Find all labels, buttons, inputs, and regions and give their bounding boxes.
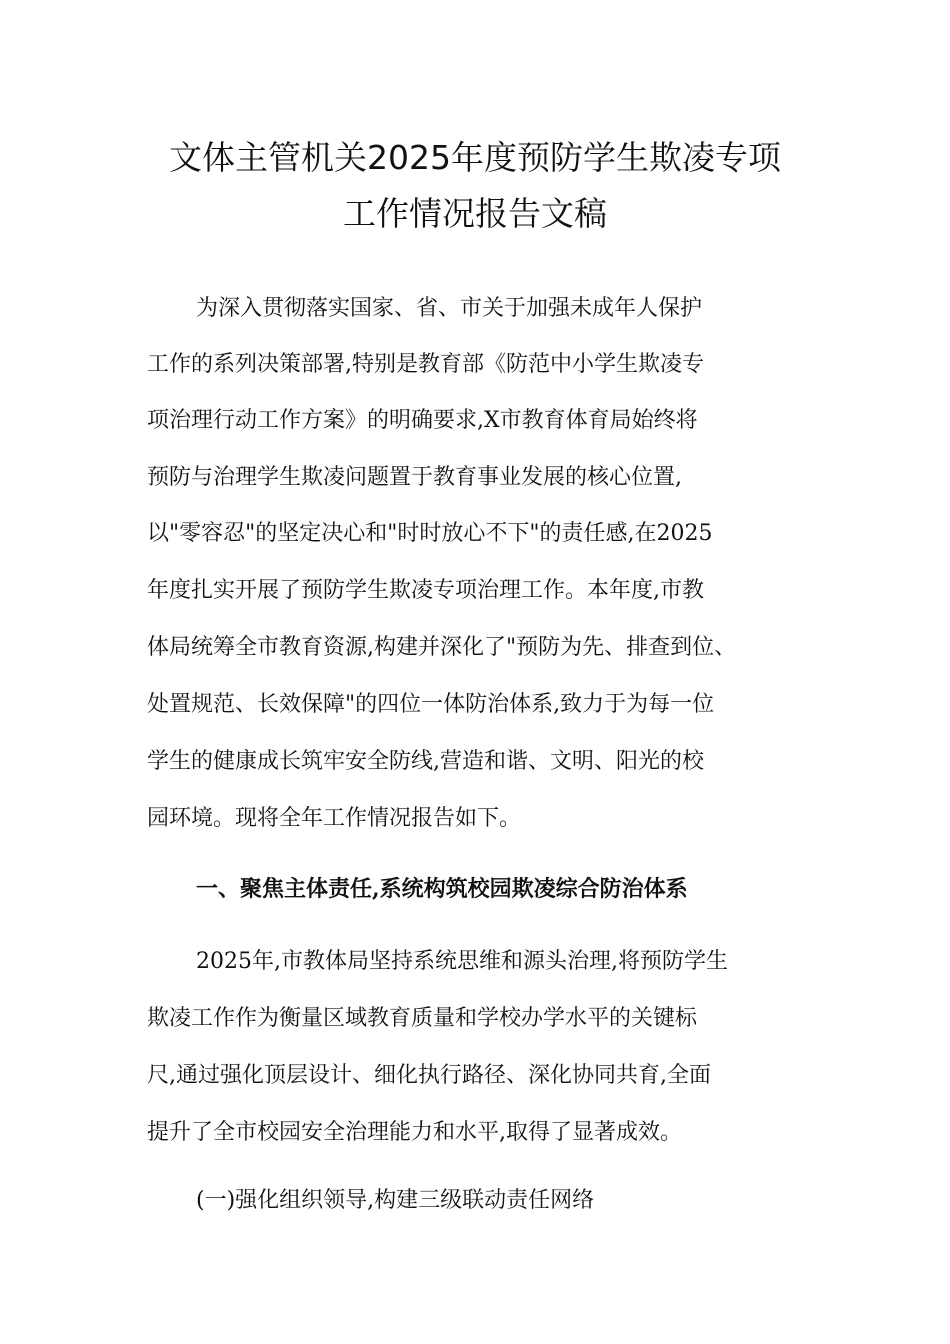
intro-line-4: 预防与治理学生欺凌问题置于教育事业发展的核心位置, (147, 465, 682, 490)
section-1-heading: 一、聚焦主体责任,系统构筑校园欺凌综合防治体系 (196, 876, 688, 902)
intro-line-9: 学生的健康成长筑牢安全防线,营造和谐、文明、阳光的校 (147, 749, 704, 774)
intro-line-3: 项治理行动工作方案》的明确要求,X市教育体育局始终将 (147, 408, 698, 433)
intro-line-6: 年度扎实开展了预防学生欺凌专项治理工作。本年度,市教 (147, 578, 704, 603)
document-title-line-2: 工作情况报告文稿 (343, 194, 607, 233)
document-title-line-1: 文体主管机关2025年度预防学生欺凌专项 (169, 138, 781, 177)
subsection-1-heading: (一)强化组织领导,构建三级联动责任网络 (196, 1188, 595, 1213)
section-1-line-2: 欺凌工作作为衡量区域教育质量和学校办学水平的关键标 (147, 1006, 698, 1031)
intro-line-1: 为深入贯彻落实国家、省、市关于加强未成年人保护 (196, 296, 703, 321)
section-1-line-1: 2025年,市教体局坚持系统思维和源头治理,将预防学生 (196, 949, 728, 974)
intro-line-10: 园环境。现将全年工作情况报告如下。 (147, 806, 522, 831)
intro-line-8: 处置规范、长效保障"的四位一体防治体系,致力于为每一位 (147, 692, 715, 717)
intro-line-7: 体局统筹全市教育资源,构建并深化了"预防为先、排查到位、 (147, 635, 737, 660)
section-1-line-4: 提升了全市校园安全治理能力和水平,取得了显著成效。 (147, 1120, 682, 1145)
intro-line-2: 工作的系列决策部署,特别是教育部《防范中小学生欺凌专 (147, 352, 704, 377)
section-1-line-3: 尺,通过强化顶层设计、细化执行路径、深化协同共育,全面 (147, 1063, 711, 1088)
intro-line-5: 以"零容忍"的坚定决心和"时时放心不下"的责任感,在2025 (147, 521, 713, 546)
